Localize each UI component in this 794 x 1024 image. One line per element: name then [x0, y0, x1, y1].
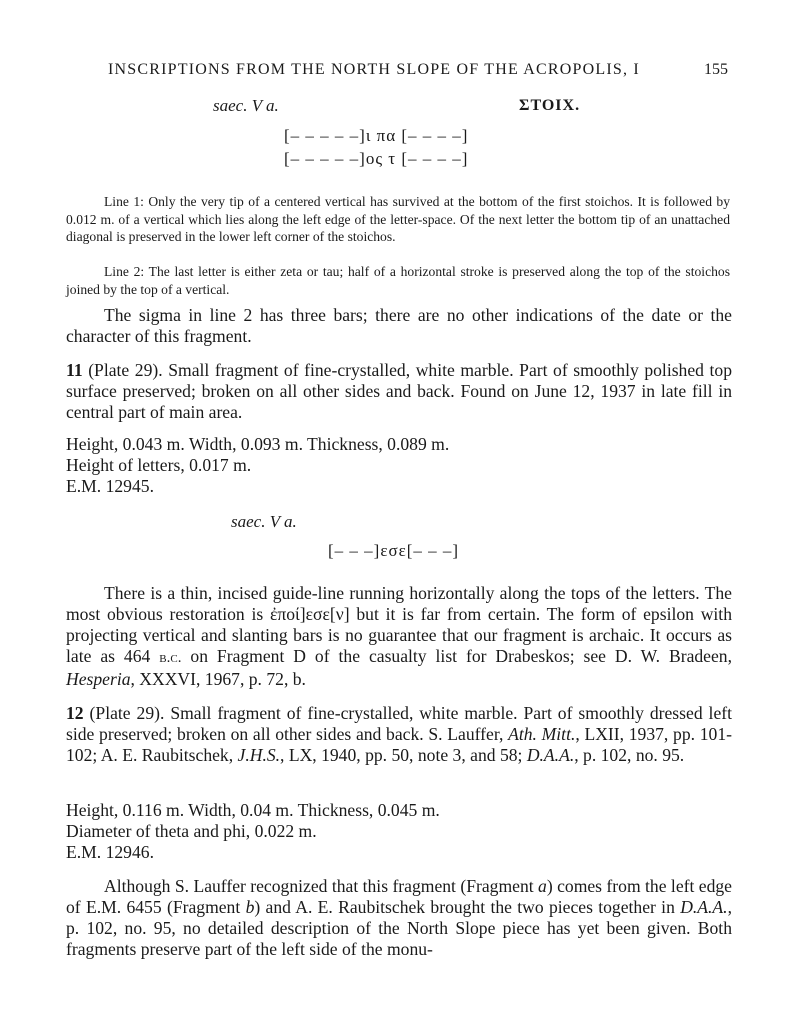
- item-12-final-paragraph: [66, 876, 732, 960]
- item-12-number: 12: [66, 703, 84, 723]
- item-12-description: [66, 703, 732, 766]
- bc-abbrev: b.c.: [159, 650, 182, 666]
- running-title: INSCRIPTIONS FROM THE NORTH SLOPE OF THE ACROPOLIS, I: [108, 61, 640, 78]
- item-11-specs: [66, 434, 449, 497]
- item-12-measurements: Height, 0.116 m. Width, 0.04 m. Thickness, 0.045 m.: [66, 800, 440, 820]
- inscription-date: saec. V a.: [213, 96, 279, 115]
- item-12-text-c: , LX, 1940, pp. 50, note 3, and 58;: [280, 745, 527, 765]
- final-text-a: Although S. Lauffer recognized that this fragment (Fragment: [104, 876, 539, 896]
- journal-title: Ath. Mitt.: [508, 724, 576, 744]
- commentary-line-1: Line 1: Only the very tip of a centered vertical has survived at the bottom of the first stoichos. It is followed by 0.012 m. of a vertical which lies along the left edge of the letter-space. Of the next letter the bottom tip of an unattached diagonal is preserved in the lower left corner of the stoichos.: [66, 194, 730, 245]
- item-11-number: 11: [66, 360, 83, 380]
- journal-title: J.H.S.: [237, 745, 281, 765]
- discussion-text-a: There is a thin, incised guide-line running horizontally along the tops of the letters. The most obvious restoration is: [66, 583, 732, 624]
- item-12-text-d: , p. 102, no. 95.: [574, 745, 685, 765]
- fragment-label: a: [538, 876, 547, 896]
- inscription-line-1: [– – – – –]ι πα [– – – –]: [284, 126, 469, 145]
- item-11-discussion: [66, 583, 732, 690]
- page-number: 155: [704, 61, 728, 78]
- discussion-text-b: but it is far from certain. The form of epsilon with projecting vertical and slanting bars is no guarantee that our fragment is archaic. It occurs as late as 464: [66, 604, 732, 666]
- item-11-description: [66, 360, 732, 423]
- final-text-c: ) and A. E. Raubitschek brought the two pieces together in: [254, 897, 681, 917]
- sigma-paragraph: The sigma in line 2 has three bars; there are no other indications of the date or the character of this fragment.: [66, 305, 732, 346]
- item-11-inventory: E.M. 12945.: [66, 476, 154, 496]
- journal-title: D.A.A.: [680, 897, 728, 917]
- journal-title: Hesperia: [66, 669, 131, 689]
- item-11-date: saec. V a.: [231, 512, 297, 531]
- fragment-label: b: [245, 897, 255, 917]
- discussion-text-c: on Fragment D of the casualty list for Drabeskos; see D. W. Bradeen,: [181, 646, 732, 666]
- item-12-specs: [66, 800, 440, 863]
- item-12-diameter: Diameter of theta and phi, 0.022 m.: [66, 821, 317, 841]
- item-11-measurements: Height, 0.043 m. Width, 0.093 m. Thickness, 0.089 m.: [66, 434, 450, 454]
- restoration-text: ἐποί]εσε[ν]: [269, 604, 350, 624]
- discussion-text-d: , XXXVI, 1967, p. 72, b.: [130, 669, 306, 689]
- item-12-text-b: , LXII, 1937, pp. 101-102; A. E. Raubitschek,: [66, 724, 732, 765]
- item-12-text-a: (Plate 29). Small fragment of fine-crystalled, white marble. Part of smoothly dressed left side preserved; broken on all other sides and back. S. Lauffer,: [66, 703, 732, 744]
- final-text-d: , p. 102, no. 95, no detailed description of the North Slope piece has yet been given. Both fragments preserve part of the left side of the monu-: [66, 897, 732, 959]
- item-12-inventory: E.M. 12946.: [66, 842, 154, 862]
- item-11-letter-height: Height of letters, 0.017 m.: [66, 455, 252, 475]
- journal-title: D.A.A.: [526, 745, 575, 765]
- commentary-line-2: Line 2: The last letter is either zeta or tau; half of a horizontal stroke is preserved along the top of the stoichos joined by the top of a vertical.: [66, 264, 730, 297]
- inscription-line-2: [– – – – –]ος τ [– – – –]: [284, 149, 469, 168]
- stoichedon-label: ΣΤΟΙΧ.: [519, 97, 581, 114]
- item-11-inscription: [– – –]εσε[– – –]: [328, 541, 460, 560]
- item-11-description-text: (Plate 29). Small fragment of fine-crystalled, white marble. Part of smoothly polished top surface preserved; broken on all other sides and back. Found on June 12, 1937 in late fill in central part of main area.: [66, 360, 733, 422]
- final-text-b: ) comes from the left edge of E.M. 6455 (Fragment: [66, 876, 732, 917]
